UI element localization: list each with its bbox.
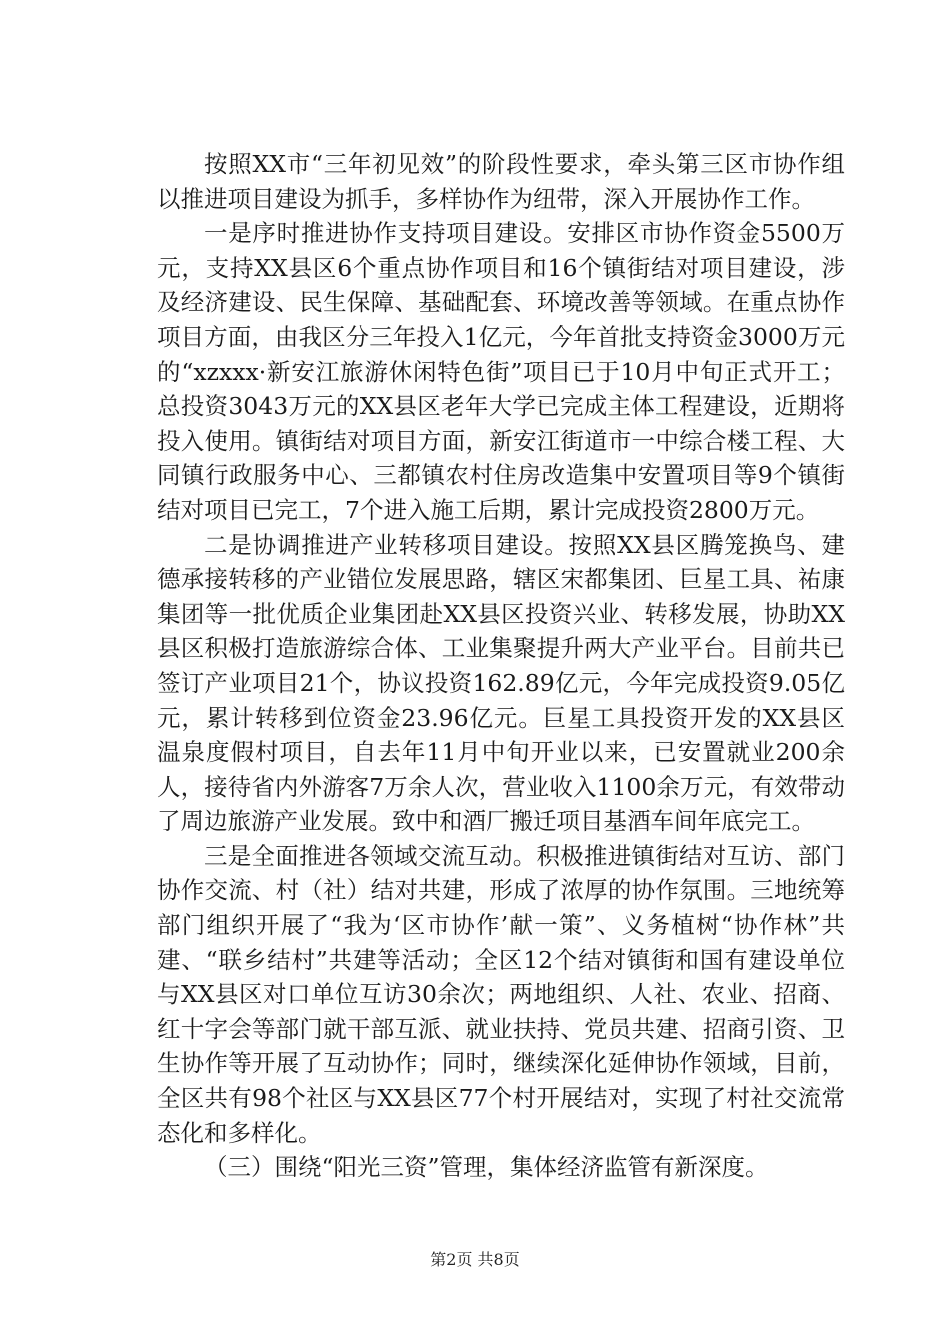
paragraph-intro: 按照XX市“三年初见效”的阶段性要求，牵头第三区市协作组以推进项目建设为抓手，多样协作为纽带，深入开展协作工作。 [157, 150, 845, 213]
paragraph-industry-transfer: 二是协调推进产业转移项目建设。按照XX县区腾笼换鸟、建德承接转移的产业错位发展思路，辖区宋都集团、巨星工具、祐康集团等一批优质企业集团赴XX县区投资兴业、转移发展，协助XX县区积极打造旅游综合体、工业集聚提升两大产业平台。目前共已签订产业项目21个，协议投资162.89亿元，今年完成投资9.05亿元，累计转移到位资金23.96亿元。巨星工具投资开发的XX县区温泉度假村项目，自去年11月中旬开业以来，已安置就业200余人，接待省内外游客7万余人次，营业收入1100余万元，有效带动了周边旅游产业发展。致中和酒厂搬迁项目基酒车间年底完工。 [157, 530, 845, 836]
paragraph-exchange-interaction: 三是全面推进各领域交流互动。积极推进镇街结对互访、部门协作交流、村（社）结对共建，形成了浓厚的协作氛围。三地统筹部门组织开展了“我为‘区市协作’献一策”、义务植树“协作林”共建、“联乡结村”共建等活动；全区12个结对镇街和国有建设单位与XX县区对口单位互访30余次；两地组织、人社、农业、招商、红十字会等部门就干部互派、就业扶持、党员共建、招商引资、卫生协作等开展了互动协作；同时，继续深化延伸协作领域，目前，全区共有98个社区与XX县区77个村开展结对，实现了村社交流常态化和多样化。 [157, 841, 845, 1147]
paragraph-section-heading: （三）围绕“阳光三资”管理，集体经济监管有新深度。 [204, 1153, 769, 1182]
paragraph-project-construction: 一是序时推进协作支持项目建设。安排区市协作资金5500万元，支持XX县区6个重点协作项目和16个镇街结对项目建设，涉及经济建设、民生保障、基础配套、环境改善等领域。在重点协作项目方面，由我区分三年投入1亿元，今年首批支持资金3000万元的“xzxxx·新安江旅游休闲特色街”项目已于10月中旬正式开工；总投资3043万元的XX县区老年大学已完成主体工程建设，近期将投入使用。镇街结对项目方面，新安江街道市一中综合楼工程、大同镇行政服务中心、三都镇农村住房改造集中安置项目等9个镇街结对项目已完工，7个进入施工后期，累计完成投资2800万元。 [157, 219, 845, 524]
document-body [157, 147, 845, 1185]
page-footer: 第2页 共8页 [430, 1250, 520, 1269]
